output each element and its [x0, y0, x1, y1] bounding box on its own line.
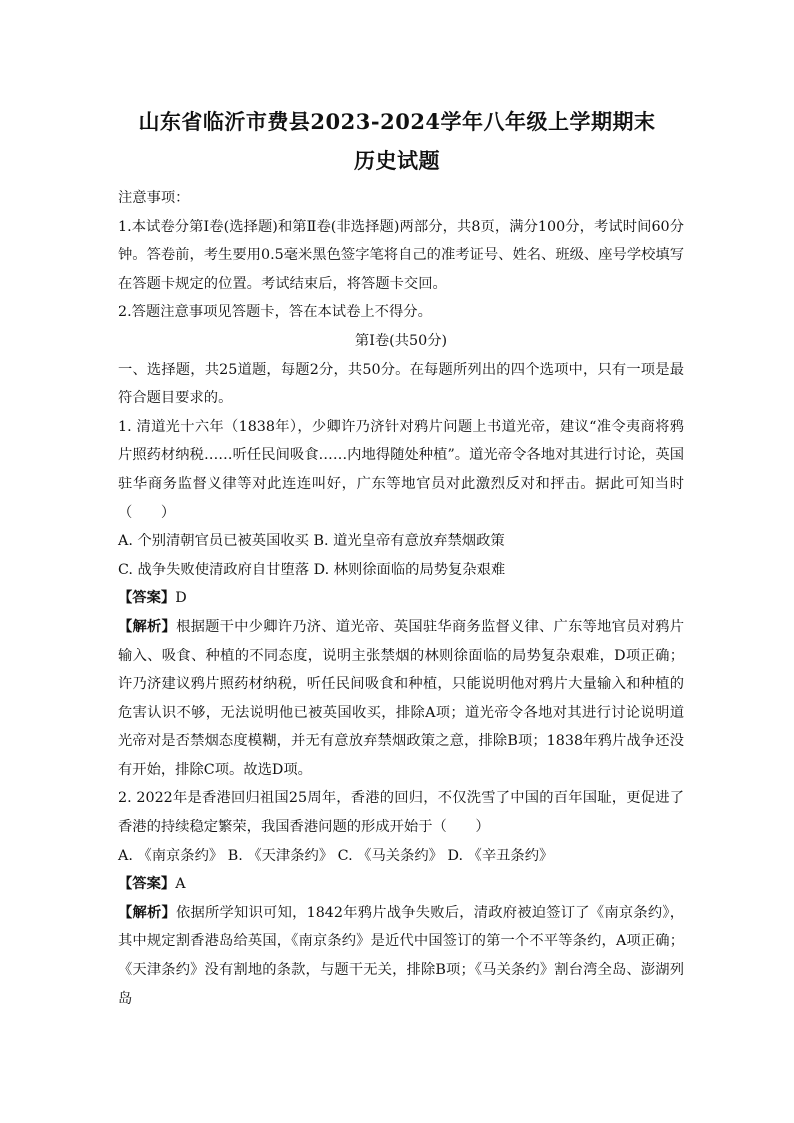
question-2-answer: [118, 870, 684, 899]
question-2-options: A. 《南京条约》 B. 《天津条约》 C. 《马关条约》 D. 《辛丑条约》: [118, 847, 554, 864]
question-1-options-row-1: A. 个别清朝官员已被英国收买 B. 道光皇帝有意放弃禁烟政策: [118, 533, 505, 550]
analysis-text: 依据所学知识可知，1842年鸦片战争失败后，清政府被迫签订了《南京条约》，其中规定割香港岛给英国，《南京条约》是近代中国签订的第一个不平等条约，A项正确；《天津条约》没有割地的条款，与题干无关，排除B项；《马关条约》割台湾全岛、澎湖列岛: [118, 904, 684, 1007]
analysis-label: 【解析】: [118, 618, 177, 635]
question-1-answer: [118, 584, 684, 613]
question-1-options-row-2: C. 战争失败使清政府自甘堕落 D. 林则徐面临的局势复杂艰难: [118, 561, 506, 578]
section-instruction: 一、选择题，共25道题，每题2分，共50分。在每题所列出的四个选项中，只有一项是最符合题目要求的。: [118, 361, 684, 407]
notice-item-2: 2.答题注意事项见答题卡，答在本试卷上不得分。: [118, 304, 432, 321]
notice-item-1: 1.本试卷分第Ⅰ卷(选择题)和第Ⅱ卷(非选择题)两部分，共8页，满分100分，考试时间60分钟。答卷前，考生要用0.5毫米黑色签字笔将自己的准考证号、姓名、班级、座号学校填写在答题卡规定的位置。考试结束后，将答题卡交回。: [118, 218, 685, 292]
section-title: 第Ⅰ卷(共50分): [354, 332, 448, 349]
exam-title: 山东省临沂市费县2023-2024学年八年级上学期期末: [138, 109, 656, 134]
notice-heading: 注意事项：: [118, 190, 190, 206]
question-1-analysis: [118, 613, 684, 785]
question-1-stem: 1. 清道光十六年（1838年），少卿许乃济针对鸦片问题上书道光帝，建议“准令夷商将鸦片照药材纳税……听任民间吸食……内地得随处种植”。道光帝令各地对其进行讨论，英国驻华商务监督义律等对此连连叫好，广东等地官员对此激烈反对和抨击。据此可知当时（ ）: [118, 418, 684, 521]
answer-label: 【答案】: [118, 876, 176, 893]
answer-label: 【答案】: [118, 590, 176, 607]
exam-subject-title: 历史试题: [354, 148, 440, 173]
answer-value: D: [175, 590, 187, 607]
analysis-text: 根据题干中少卿许乃济、道光帝、英国驻华商务监督义律、广东等地官员对鸦片输入、吸食、种植的不同态度，说明主张禁烟的林则徐面临的局势复杂艰难，D项正确；许乃济建议鸦片照药材纳税，听任民间吸食和种植，只能说明他对鸦片大量输入和种植的危害认识不够，无法说明他已被英国收买，排除A项；道光帝令各地对其进行讨论说明道光帝对是否禁烟态度模糊，并无有意放弃禁烟政策之意，排除B项；1838年鸦片战争还没有开始，排除C项。故选D项。: [118, 618, 685, 778]
question-2-analysis: [118, 899, 684, 1013]
answer-value: A: [175, 876, 186, 893]
question-2-stem: 2. 2022年是香港回归祖国25周年，香港的回归，不仅洗雪了中国的百年国耻，更促进了香港的持续稳定繁荣，我国香港问题的形成开始于（ ）: [118, 790, 684, 836]
analysis-label: 【解析】: [118, 904, 177, 921]
exam-content: [118, 184, 684, 1013]
